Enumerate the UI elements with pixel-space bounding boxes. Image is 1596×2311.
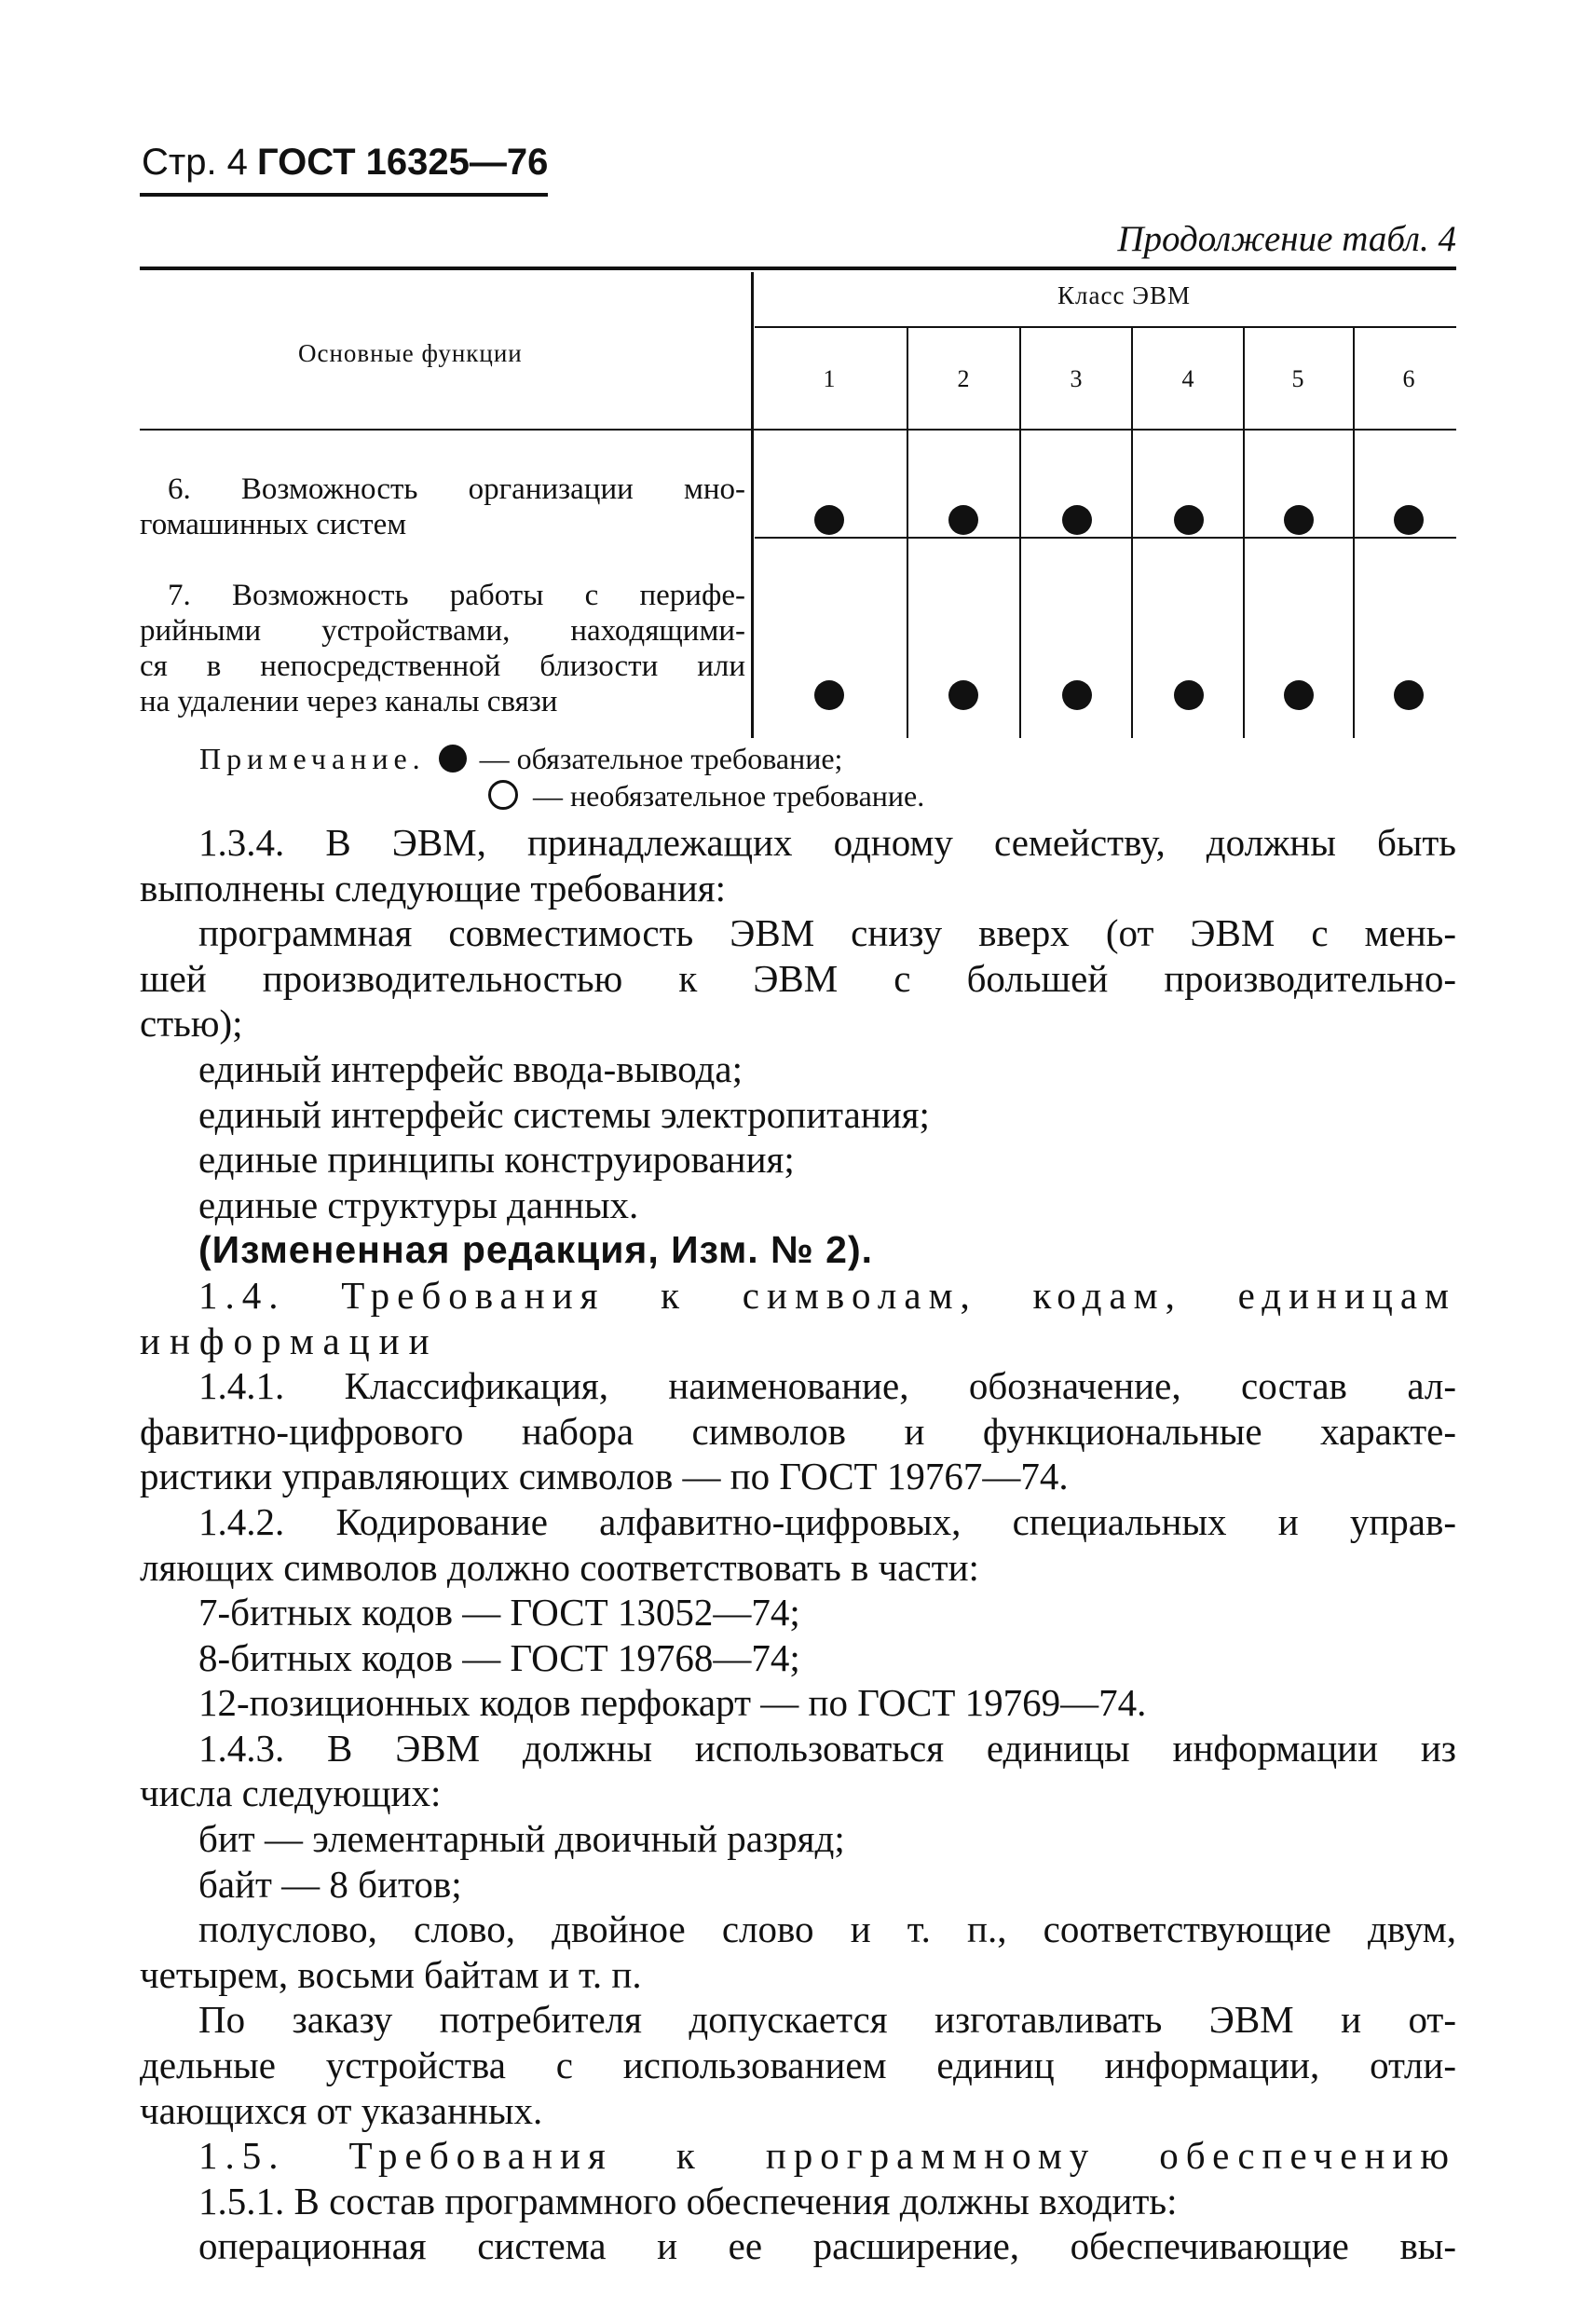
standard-number: ГОСТ 16325—76 (256, 142, 549, 183)
col-divider-5 (1353, 328, 1355, 738)
text-line: выполнены следующие требования: (140, 866, 727, 909)
page-number: Стр. 4 (142, 142, 248, 183)
header-bottom-rule (140, 429, 1456, 431)
required-mark (1174, 680, 1204, 710)
text-line: 8-битных кодов — ГОСТ 19768—74; (198, 1635, 800, 1679)
text-line: единые принципы конструирования; (198, 1138, 795, 1182)
filled-dot-icon (439, 745, 467, 773)
class-header-rule (755, 326, 1456, 328)
required-mark (1062, 505, 1092, 535)
body-text (140, 820, 1456, 2269)
row-line: на удалении через каналы связи (140, 685, 558, 718)
text-line: шей производительностью к ЭВМ с большей производительно- (140, 956, 1456, 1000)
text-line: чающихся от указанных. (140, 2088, 543, 2132)
table-row-text (140, 578, 745, 719)
text-line: 1.4.3. В ЭВМ должны использоваться единицы информации из (198, 1726, 1456, 1770)
text-line: операционная система и ее расширение, обеспечивающие вы- (198, 2224, 1456, 2268)
row-line: ся в непосредственной близости или (140, 650, 745, 683)
row1-bottom-rule (755, 537, 1456, 539)
required-mark (814, 505, 844, 535)
text-line: 1.5.1. В состав программного обеспечения должны входить: (198, 2179, 1178, 2222)
row-line: 6. Возможность организации мно- (168, 472, 745, 506)
table-top-rule (140, 267, 1456, 270)
class-header: Класс ЭВМ (1057, 281, 1192, 309)
text-line: единый интерфейс ввода-вывода; (198, 1046, 743, 1090)
row-line: гомашинных систем (140, 508, 407, 541)
table-note (199, 742, 842, 776)
amendment-note: (Измененная редакция, Изм. № 2). (198, 1228, 874, 1272)
text-line: дельные устройства с использованием единиц информации, отли- (140, 2044, 1456, 2087)
text-line: стью); (140, 1002, 243, 1046)
text-line: 1.3.4. В ЭВМ, принадлежащих одному семейству, должны быть (198, 821, 1456, 864)
text-line: байт — 8 битов; (198, 1862, 462, 1906)
table-caption: Продолжение табл. 4 (1117, 219, 1456, 259)
text-line: 7-битных кодов — ГОСТ 13052—74; (198, 1591, 800, 1634)
header-rule (140, 193, 548, 197)
required-mark (1284, 680, 1314, 710)
section-heading: 1.5. Требования к программному обеспечению (198, 2134, 1456, 2178)
required-mark (814, 680, 844, 710)
note-required: — обязательное требование; (479, 742, 843, 775)
functions-header: Основные функции (298, 339, 523, 367)
text-line: единые структуры данных. (198, 1183, 639, 1226)
required-mark (948, 505, 978, 535)
required-mark (1284, 505, 1314, 535)
required-mark (948, 680, 978, 710)
text-line: четырем, восьми байтам и т. п. (140, 1952, 642, 1996)
text-line: программная совместимость ЭВМ снизу вверх (от ЭВМ с мень- (198, 911, 1456, 955)
table-note-optional (481, 779, 924, 814)
required-mark (1062, 680, 1092, 710)
functions-col-divider (751, 272, 754, 738)
section-heading: 1.4. Требования к символам, кодам, единицам (198, 1273, 1456, 1317)
col-divider-3 (1131, 328, 1133, 738)
col-divider-1 (907, 328, 908, 738)
class-number: 3 (1070, 365, 1083, 392)
functions-table (140, 263, 1456, 738)
col-divider-2 (1019, 328, 1021, 738)
text-line: фавитно-цифрового набора символов и функциональные характе- (140, 1409, 1456, 1453)
class-number: 4 (1181, 365, 1194, 392)
note-label: Примечание. (199, 742, 426, 775)
row-line: рийными устройствами, находящими- (140, 614, 745, 648)
table-row-text (140, 472, 745, 542)
text-line: числа следующих: (140, 1771, 442, 1815)
text-line: По заказу потребителя допускается изготавливать ЭВМ и от- (198, 1998, 1456, 2042)
required-mark (1394, 505, 1424, 535)
text-line: ляющих символов должно соответствовать в части: (140, 1545, 979, 1589)
text-line: 12-позиционных кодов перфокарт — по ГОСТ 19769—74. (198, 1681, 1147, 1725)
section-heading: информации (140, 1319, 439, 1362)
text-line: ристики управляющих символов — по ГОСТ 19767—74. (140, 1455, 1069, 1498)
text-line: 1.4.1. Классификация, наименование, обозначение, состав ал- (198, 1364, 1456, 1408)
text-line: единый интерфейс системы электропитания; (198, 1092, 930, 1136)
required-mark (1174, 505, 1204, 535)
text-line: 1.4.2. Кодирование алфавитно-цифровых, специальных и управ- (198, 1499, 1456, 1543)
class-number: 2 (957, 365, 970, 392)
col-divider-4 (1243, 328, 1245, 738)
empty-circle-icon (488, 780, 518, 810)
class-number: 1 (823, 365, 836, 392)
class-number: 5 (1291, 365, 1304, 392)
note-optional: — необязательное требование. (533, 779, 925, 813)
page-header (142, 140, 548, 184)
required-mark (1394, 680, 1424, 710)
text-line: полуслово, слово, двойное слово и т. п., соответствующие двум, (198, 1908, 1456, 1951)
row-line: 7. Возможность работы с перифе- (168, 579, 745, 612)
text-line: бит — элементарный двоичный разряд; (198, 1817, 845, 1861)
class-number: 6 (1402, 365, 1415, 392)
